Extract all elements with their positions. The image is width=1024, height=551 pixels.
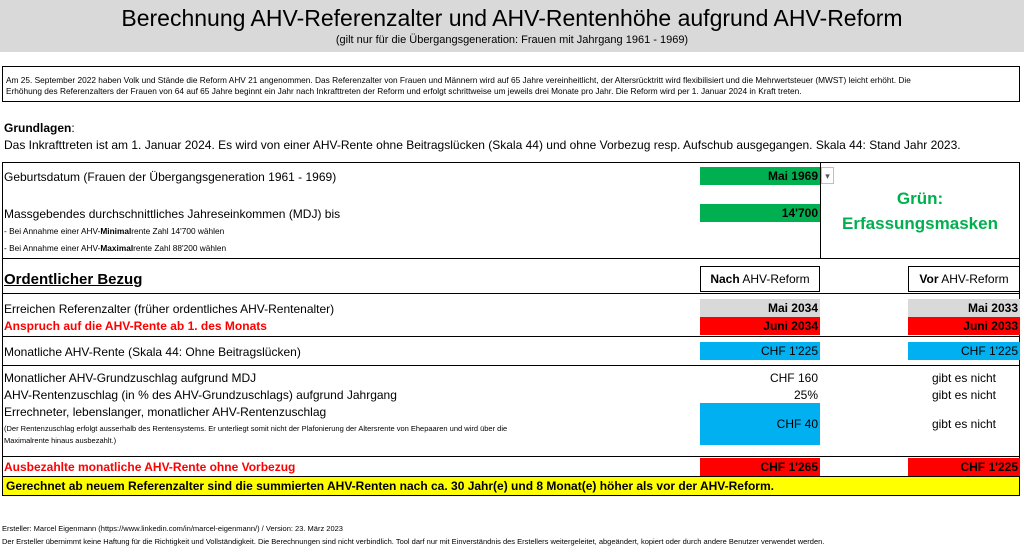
anspruch-nach: Juni 2034: [700, 317, 820, 335]
rentenzuschlag-nach: CHF 40: [700, 403, 820, 445]
divider: [2, 456, 1020, 457]
monatliche-rente-nach: CHF 1'225: [700, 342, 820, 360]
rentenzuschlag-label: Errechneter, lebenslanger, monatlicher AHV-Rentenzuschlag: [4, 405, 327, 419]
rentenzuschlag-prozent-label: AHV-Rentenzuschlag (in % des AHV-Grundzuschlags) aufgrund Jahrgang: [4, 388, 397, 402]
mdj-label: Massgebendes durchschnittliches Jahreseinkommen (MDJ) bis: [4, 207, 341, 221]
grundlagen-heading: Grundlagen:: [4, 121, 75, 135]
geburtsdatum-input[interactable]: Mai 1969: [700, 167, 820, 185]
divider: [2, 162, 1020, 163]
column-header-nach: Nach AHV-Reform: [700, 266, 820, 292]
minimal-hint: - Bei Annahme einer AHV-Minimalrente Zahl 14'700 wählen: [4, 226, 225, 236]
footer-disclaimer: Der Ersteller übernimmt keine Haftung für die Richtigkeit und Vollständigkeit. Die Berechnungen sind nicht verbindlich. Tool darf nur mit Einverständnis des Erstellers weitergeleitet, abgeändert, kopiert oder durch andere Benutzer verwendet werden.: [2, 537, 825, 546]
grundzuschlag-nach: CHF 160: [769, 371, 818, 385]
anspruch-label: Anspruch auf die AHV-Rente ab 1. des Monats: [4, 319, 267, 333]
grundlagen-text: Das Inkrafttreten ist am 1. Januar 2024. Es wird von einer AHV-Rente ohne Beitragslücken (Skala 44) und ohne Vorbezug resp. Aufschub ausgegangen. Skala 44: Stand Jahr 2023.: [4, 138, 961, 152]
intro-line-1: Am 25. September 2022 haben Volk und Stände die Reform AHV 21 angenommen. Das Referenzalter von Frauen und Männern wird auf 65 Jahre vereinheitlicht, der Altersrücktritt wird flexibilisiert und die Mehrwertsteuer (MWST) leicht erhöht. Die: [6, 75, 911, 85]
grundzuschlag-label: Monatlicher AHV-Grundzuschlag aufgrund MDJ: [4, 371, 257, 385]
divider: [2, 258, 1020, 259]
divider: [2, 336, 1020, 337]
column-header-vor: Vor AHV-Reform: [908, 266, 1020, 292]
maximal-hint: - Bei Annahme einer AHV-Maximalrente Zahl 88'200 wählen: [4, 243, 227, 253]
summary-bar: Gerechnet ab neuem Referenzalter sind die summierten AHV-Renten nach ca. 30 Jahr(e) und 8 Monat(e) höher als vor der AHV-Reform.: [2, 476, 1020, 496]
bezug-heading: Ordentlicher Bezug: [4, 271, 143, 288]
page-title: Berechnung AHV-Referenzalter und AHV-Rentenhöhe aufgrund AHV-Reform: [121, 5, 903, 31]
geburtsdatum-dropdown[interactable]: [821, 167, 834, 184]
referenzalter-nach: Mai 2034: [700, 299, 820, 317]
monatliche-rente-label: Monatliche AHV-Rente (Skala 44: Ohne Beitragslücken): [4, 345, 301, 359]
legend-green-label: Grün: Erfassungsmasken: [842, 189, 998, 233]
rentenzuschlag-prozent-nach: 25%: [793, 388, 818, 402]
referenzalter-label: Erreichen Referenzalter (früher ordentliches AHV-Rentenalter): [4, 302, 335, 316]
divider: [2, 293, 1020, 294]
geburtsdatum-label: Geburtsdatum (Frauen der Übergangsgeneration 1961 - 1969): [4, 170, 337, 184]
referenzalter-vor: Mai 2033: [908, 299, 1020, 317]
intro-line-2: Erhöhung des Referenzalters der Frauen von 64 auf 65 Jahre beginnt ein Jahr nach Inkrafttreten der Reform und erfolgt schrittweise um jeweils drei Monate pro Jahr. Die Reform wird per 1. Januar 2024 in Kraft treten.: [6, 86, 802, 96]
mdj-input[interactable]: 14'700: [700, 204, 820, 222]
rentenzuschlag-vor: gibt es nicht: [931, 417, 997, 431]
divider: [2, 365, 1020, 366]
frame-left: [2, 162, 3, 496]
rentenzuschlag-note-2: Maximalrente hinaus ausbezahlt.): [4, 436, 117, 445]
footer-author: Ersteller: Marcel Eigenmann (https://www.linkedin.com/in/marcel-eigenmann/) / Version: 23. März 2023: [2, 524, 343, 533]
chevron-down-icon: ▾: [825, 171, 830, 181]
ausbezahlte-rente-vor: CHF 1'225: [908, 458, 1020, 476]
monatliche-rente-vor: CHF 1'225: [908, 342, 1020, 360]
page-subtitle: (gilt nur für die Übergangsgeneration: Frauen mit Jahrgang 1961 - 1969): [335, 34, 689, 46]
ausbezahlte-rente-nach: CHF 1'265: [700, 458, 820, 476]
ausbezahlte-rente-label: Ausbezahlte monatliche AHV-Rente ohne Vorbezug: [4, 460, 296, 474]
intro-box: [2, 66, 1020, 102]
rentenzuschlag-note-1: (Der Rentenzuschlag erfolgt ausserhalb des Rentensystems. Er unterliegt somit nicht der Plafonierung der Altersrente von Ehepaaren und wird über die: [4, 424, 508, 433]
rentenzuschlag-prozent-vor: gibt es nicht: [931, 388, 997, 402]
anspruch-vor: Juni 2033: [908, 317, 1020, 335]
grundzuschlag-vor: gibt es nicht: [931, 371, 997, 385]
